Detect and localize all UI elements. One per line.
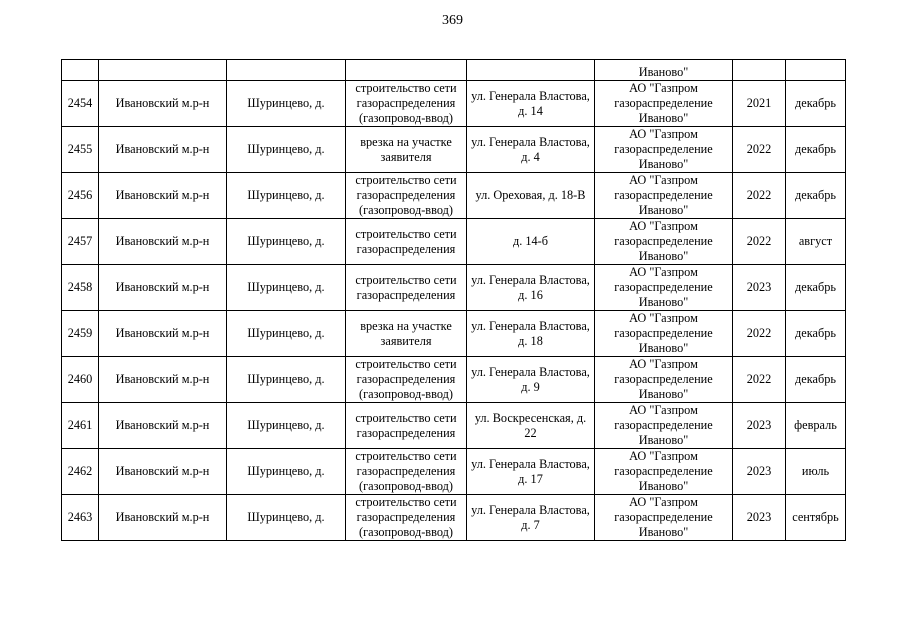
cell-operator: АО "Газпром газораспределение Иваново" [595,265,733,311]
cell-settlement: Шуринцево, д. [227,495,346,541]
cell-number: 2455 [62,127,99,173]
cell-year: 2023 [733,403,786,449]
table-row [62,403,846,449]
table-row [62,449,846,495]
cell-number: 2456 [62,173,99,219]
cell-month: декабрь [786,173,846,219]
cell-settlement: Шуринцево, д. [227,449,346,495]
cell-address: ул. Генерала Властова, д. 18 [467,311,595,357]
cell-year: 2021 [733,81,786,127]
continuation-row [62,60,846,81]
cell-address: ул. Ореховая, д. 18-В [467,173,595,219]
cell-month: декабрь [786,127,846,173]
cell-year: 2022 [733,127,786,173]
cell-settlement: Шуринцево, д. [227,311,346,357]
cell-operator: АО "Газпром газораспределение Иваново" [595,219,733,265]
cell-work-type: строительство сети газораспределения [346,265,467,311]
cell-operator: АО "Газпром газораспределение Иваново" [595,357,733,403]
cell-month: декабрь [786,311,846,357]
cell-work-type: строительство сети газораспределения (газопровод-ввод) [346,173,467,219]
table-row [62,495,846,541]
cell-number: 2459 [62,311,99,357]
cell-month: февраль [786,403,846,449]
cell-operator: АО "Газпром газораспределение Иваново" [595,403,733,449]
cell-address: ул. Генерала Властова, д. 14 [467,81,595,127]
cell-district: Ивановский м.р-н [99,219,227,265]
cell-settlement: Шуринцево, д. [227,265,346,311]
table-row [62,173,846,219]
cell-district: Ивановский м.р-н [99,403,227,449]
cell-year: 2022 [733,173,786,219]
gasification-register-table [61,59,846,541]
table-row [62,311,846,357]
cell-month: декабрь [786,357,846,403]
cell-work-type: строительство сети газораспределения (газопровод-ввод) [346,81,467,127]
cell-address: д. 14-б [467,219,595,265]
cell-number: 2458 [62,265,99,311]
cell-month [786,60,846,81]
cell-operator: АО "Газпром газораспределение Иваново" [595,311,733,357]
table-row [62,265,846,311]
cell-work-type [346,60,467,81]
cell-settlement: Шуринцево, д. [227,357,346,403]
cell-district: Ивановский м.р-н [99,311,227,357]
cell-work-type: строительство сети газораспределения (газопровод-ввод) [346,495,467,541]
cell-settlement [227,60,346,81]
cell-work-type: строительство сети газораспределения (газопровод-ввод) [346,449,467,495]
cell-settlement: Шуринцево, д. [227,127,346,173]
cell-work-type: врезка на участке заявителя [346,127,467,173]
cell-number: 2454 [62,81,99,127]
cell-work-type: строительство сети газораспределения (газопровод-ввод) [346,357,467,403]
cell-year: 2022 [733,219,786,265]
table-body [62,60,846,541]
cell-address [467,60,595,81]
cell-district [99,60,227,81]
cell-operator: Иваново" [595,60,733,81]
cell-operator: АО "Газпром газораспределение Иваново" [595,173,733,219]
cell-district: Ивановский м.р-н [99,449,227,495]
cell-month: декабрь [786,81,846,127]
cell-year: 2023 [733,265,786,311]
cell-year: 2023 [733,449,786,495]
cell-month: июль [786,449,846,495]
cell-district: Ивановский м.р-н [99,127,227,173]
table-row [62,127,846,173]
cell-address: ул. Генерала Властова, д. 4 [467,127,595,173]
cell-district: Ивановский м.р-н [99,357,227,403]
cell-year: 2022 [733,357,786,403]
cell-year: 2023 [733,495,786,541]
page-number: 369 [442,13,463,28]
cell-work-type: строительство сети газораспределения [346,403,467,449]
cell-number: 2460 [62,357,99,403]
cell-address: ул. Генерала Властова, д. 9 [467,357,595,403]
cell-number: 2461 [62,403,99,449]
cell-operator: АО "Газпром газораспределение Иваново" [595,495,733,541]
cell-operator: АО "Газпром газораспределение Иваново" [595,81,733,127]
cell-month: декабрь [786,265,846,311]
cell-district: Ивановский м.р-н [99,495,227,541]
cell-settlement: Шуринцево, д. [227,173,346,219]
cell-number [62,60,99,81]
cell-settlement: Шуринцево, д. [227,81,346,127]
cell-operator: АО "Газпром газораспределение Иваново" [595,127,733,173]
cell-number: 2457 [62,219,99,265]
cell-work-type: строительство сети газораспределения [346,219,467,265]
cell-district: Ивановский м.р-н [99,265,227,311]
cell-number: 2462 [62,449,99,495]
cell-work-type: врезка на участке заявителя [346,311,467,357]
cell-district: Ивановский м.р-н [99,173,227,219]
cell-year: 2022 [733,311,786,357]
cell-operator: АО "Газпром газораспределение Иваново" [595,449,733,495]
cell-number: 2463 [62,495,99,541]
cell-district: Ивановский м.р-н [99,81,227,127]
cell-settlement: Шуринцево, д. [227,219,346,265]
cell-month: август [786,219,846,265]
cell-month: сентябрь [786,495,846,541]
cell-address: ул. Генерала Властова, д. 16 [467,265,595,311]
table-row [62,81,846,127]
table-row [62,357,846,403]
cell-year [733,60,786,81]
cell-address: ул. Генерала Властова, д. 7 [467,495,595,541]
cell-settlement: Шуринцево, д. [227,403,346,449]
table-row [62,219,846,265]
cell-address: ул. Воскресенская, д. 22 [467,403,595,449]
cell-address: ул. Генерала Властова, д. 17 [467,449,595,495]
